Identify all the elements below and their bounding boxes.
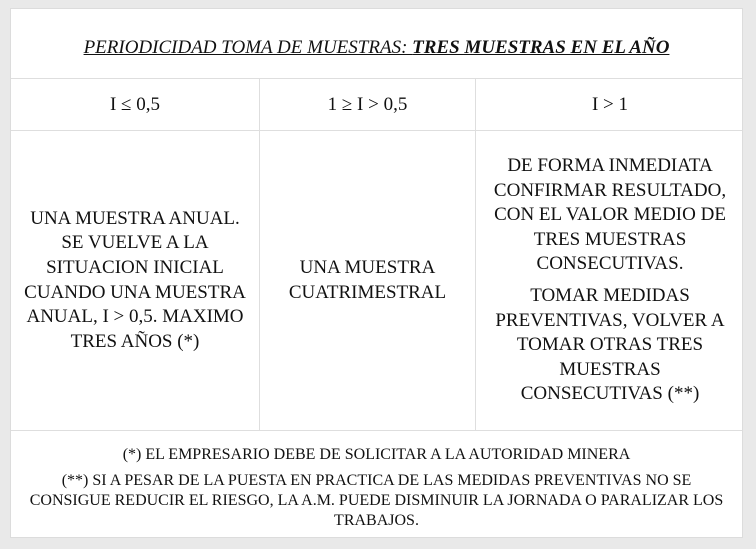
title-bold: TRES MUESTRAS EN EL AÑO [412, 36, 670, 58]
header-label-mid: 1 ≥ I > 0,5 [327, 93, 408, 115]
body-text-high-confirm: DE FORMA INMEDIATA CONFIRMAR RESULTADO, CON EL VALOR MEDIO DE TRES MUESTRAS CONSECUTIVAS. [493, 155, 727, 275]
body-row [11, 131, 742, 431]
table-title [84, 37, 670, 59]
header-cell-low [11, 79, 259, 130]
header-cell-mid [259, 79, 475, 130]
body-text-low: UNA MUESTRA ANUAL. SE VUELVE A LA SITUACION INICIAL CUANDO UNA MUESTRA ANUAL, I > 0,5. MAXIMO TRES AÑOS (*) [24, 207, 246, 352]
header-cell-high [475, 79, 744, 130]
header-row [11, 79, 742, 131]
footnote-double-asterisk: (**) SI A PESAR DE LA PUESTA EN PRACTICA DE LAS MEDIDAS PREVENTIVAS NO SE CONSIGUE REDUCIR EL RIESGO, LA A.M. PUEDE DISMINUIR LA JORNADA O PARALIZAR LOS TRABAJOS. [29, 472, 724, 529]
body-cell-low [11, 131, 259, 430]
title-row [11, 9, 742, 79]
sampling-periodicity-table [10, 8, 743, 538]
footnote-single-asterisk: (*) EL EMPRESARIO DEBE DE SOLICITAR A LA AUTORIDAD MINERA [122, 446, 631, 463]
body-cell-high [475, 131, 744, 430]
title-prefix: PERIODICIDAD TOMA DE MUESTRAS: [83, 36, 413, 58]
header-label-high: I > 1 [591, 93, 629, 115]
body-cell-mid [259, 131, 475, 430]
body-text-high-preventive: TOMAR MEDIDAS PREVENTIVAS, VOLVER A TOMAR OTRAS TRES MUESTRAS CONSECUTIVAS (**) [495, 285, 725, 405]
header-label-low: I ≤ 0,5 [109, 93, 160, 115]
body-text-mid: UNA MUESTRA CUATRIMESTRAL [288, 256, 447, 303]
notes-row [11, 431, 742, 537]
